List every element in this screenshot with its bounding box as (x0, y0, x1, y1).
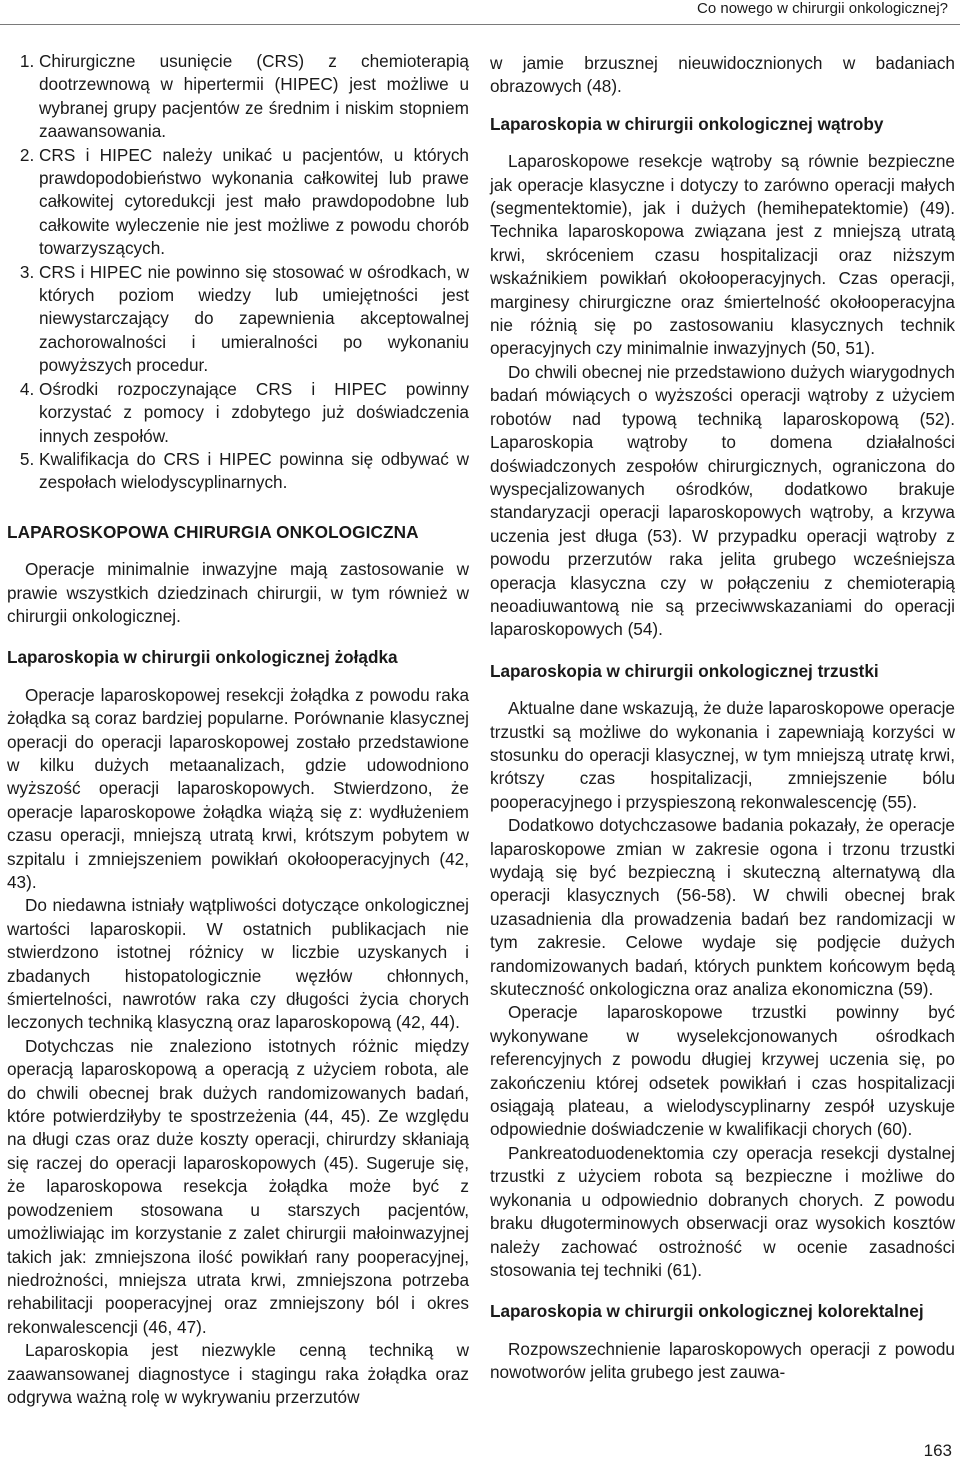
continuation-text: w jamie brzusznej nieuwidocznionych w badaniach obrazowych (48). (490, 53, 955, 97)
recommendation-item: 5. Kwalifikacja do CRS i HIPEC powinna się odbywać w zespołach wielodyscyplinarnych. (39, 448, 469, 495)
recommendation-item: 1. Chirurgiczne usunięcie (CRS) z chemioterapią dootrzewnową w hipertermii (HIPEC) jest możliwe u wybranej grupy pacjentów ze średnim i niskim stopniem zaawansowania. (39, 50, 469, 144)
stomach-paragraph: Dotychczas nie znaleziono istotnych różnic między operacją laparoskopową a operacją z użyciem robota, ale do chwili obecnej brak dużych randomizowanych badań, które potwierdziłyby te spostrzeżenia (44, 45). Ze względu na długi czas oraz duże koszty operacji, chirurdzy skłaniają się raczej do operacji laparoskopowych (45). Sugeruje się, że laparoskopowa resekcja żołądka może być z powodzeniem stosowana u starszych pacjentów, umożliwiając im korzystanie z zalet chirurgii małoinwazyjnej takich jak: zmniejszona ilość powikłań rany pooperacyjnej, niedrożności, mniejsza utrata krwi, zmniejszona potrzeba rehabilitacji pooperacyjnej oraz zmniejszony ból i okres rekonwalescencji (46, 47). (7, 1035, 469, 1337)
running-title: Co nowego w chirurgii onkologicznej? (697, 0, 948, 17)
pancreas-paragraph: Pankreatoduodenektomia czy operacja resekcji dystalnej trzustki z użyciem robota są bezpieczne i możliwe do wykonania u odpowiednio dobranych chorych. Z powodu braku długoterminowych obserwacji oraz wysokich kosztów należy zachować ostrożność w ocenie zasadności stosowania tej techniki (61). (490, 1142, 955, 1280)
pancreas-paragraph: Dodatkowo dotychczasowe badania pokazały, że operacje laparoskopowe zmian w zakresie ogona i trzonu trzustki wydają się być bezpieczną i skuteczną alternatywą dla operacji klasycznych (56-58). W chwili obecnej brak uzasadnienia dla prowadzenia badań bez randomizacji w tym zakresie. Celowe wydaje się podjęcie dużych randomizowanych badań, których punktem końcowym będą skuteczność onkologiczna oraz analiza ekonomiczna (59). (490, 815, 955, 1000)
header-rule (0, 24, 960, 25)
recommendation-item: 2. CRS i HIPEC należy unikać u pacjentów, u których prawdopodobieństwo wykonania całkowitej lub prawe całkowitej cytoredukcji jest mało prawdopodobne lub całkowite wyleczenie nie jest możliwe z powodu chorób towarzyszących. (39, 144, 469, 261)
pancreas-paragraph: Aktualne dane wskazują, że duże laparoskopowe operacje trzustki są możliwe do wykonania i zapewniają korzyści w stosunku do operacji klasycznej, w tym mniejszą utratę krwi, krótszy czas hospitalizacji, zmniejszenie bólu pooperacyjnego i przyspieszoną rekonwalescencję (55). (490, 698, 955, 812)
pancreas-heading: Laparoskopia w chirurgii onkologicznej trzustki (490, 660, 879, 681)
liver-heading: Laparoskopia w chirurgii onkologicznej wątroby (490, 113, 884, 134)
section-intro: Operacje minimalnie inwazyjne mają zastosowanie w prawie wszystkich dziedzinach chirurgii, w tym również w chirurgii onkologicznej. (7, 559, 469, 626)
stomach-paragraph: Operacje laparoskopowej resekcji żołądka z powodu raka żołądka są coraz bardziej popularne. Porównanie klasycznej operacji do operacji laparoskopowej zostało przedstawione w kilku dużych metaanalizach, gdzie udowodniono wyższość operacji laparoskopowych. Stwierdzono, że operacje laparoskopowe żołądka wiążą się z: wydłużeniem czasu operacji, mniejszą utratą krwi, krótszym pobytem w szpitalu i zmniejszeniem powikłań okołooperacyjnych (42, 43). (7, 684, 469, 892)
recommendation-item: 3. CRS i HIPEC nie powinno się stosować w ośrodkach, w których poziom wiedzy lub umiejętności jest niewystarczający do zapewnienia akceptowalnej zachorowalności i umieralności po wykonaniu powyższych procedur. (39, 261, 469, 378)
page-number: 163 (923, 1441, 952, 1460)
liver-paragraph: Do chwili obecnej nie przedstawiono dużych wiarygodnych badań mówiących o wyższości operacji wątroby z użyciem robotów nad typową techniką laparoskopową (52). Laparoskopia wątroby to domena działalności doświadczonych zespołów chirurgicznych, ograniczona do wyspecjalizowanych ośrodków, dodatkowo brakuje standaryzacji operacji laparoskopowych wątroby, a krzywa uczenia jest długa (53). W przypadku operacji wątroby z powodu przerzutów raka jelita grubego wcześniejsza operacja klasyczna czy w połączeniu z chemioterapią neoadiuwantową nie są przeciwwskazaniami do operacji laparoskopowych (54). (490, 361, 955, 640)
left-column (7, 50, 469, 1409)
stomach-heading: Laparoskopia w chirurgii onkologicznej żołądka (7, 647, 398, 668)
pancreas-paragraph: Operacje laparoskopowe trzustki powinny być wykonywane w wyselekcjonowanych ośrodkach referencyjnych z powodu długiej krzywej uczenia się, po zakończeniu której odsetek powikłań i czas hospitalizacji osiągają plateau, a wielodyscyplinarny zespół uzyskuje odpowiednie doświadczenie w kwalifikacji chorych (60). (490, 1002, 955, 1140)
right-column (490, 52, 955, 1385)
colorectal-paragraph: Rozpowszechnienie laparoskopowych operacji z powodu nowotworów jelita grubego jest zauwa- (490, 1338, 955, 1383)
recommendations-list (7, 50, 469, 495)
section-heading: LAPAROSKOPOWA CHIRURGIA ONKOLOGICZNA (7, 521, 419, 542)
recommendation-item: 4. Ośrodki rozpoczynające CRS i HIPEC powinny korzystać z pomocy i zdobytego już doświadczenia innych zespołów. (39, 378, 469, 448)
liver-paragraph: Laparoskopowe resekcje wątroby są równie bezpieczne jak operacje klasyczne i dotyczy to zarówno operacji małych (segmentektomie), jak i dużych (hemihepatektomie) (49). Technika laparoskopowa związana jest z mniejszą utratą krwi, skróceniem czasu hospitalizacji oraz niższym wskaźnikiem powikłań okołooperacyjnych. Czas operacji, marginesy chirurgiczne oraz śmiertelność okołooperacyjna nie różnią się po zastosowaniu klasycznych technik operacyjnych czy minimalnie inwazyjnych (50, 51). (490, 151, 955, 359)
stomach-paragraph: Do niedawna istniały wątpliwości dotyczące onkologicznej wartości laparoskopii. W ostatnich publikacjach nie stwierdzono istotnej różnicy w liczbie uzyskanych i zbadanych histopatologicznie węzłów chłonnych, śmiertelności, nawrotów raka czy długości życia chorych leczonych techniką klasyczną oraz laparoskopową (42, 44). (7, 895, 469, 1033)
stomach-paragraph: Laparoskopia jest niezwykle cenną techniką w zaawansowanej diagnostyce i stagingu raka żołądka oraz odgrywa ważną rolę w wykrywaniu przerzutów (7, 1340, 469, 1407)
colorectal-heading: Laparoskopia w chirurgii onkologicznej kolorektalnej (490, 1301, 924, 1322)
